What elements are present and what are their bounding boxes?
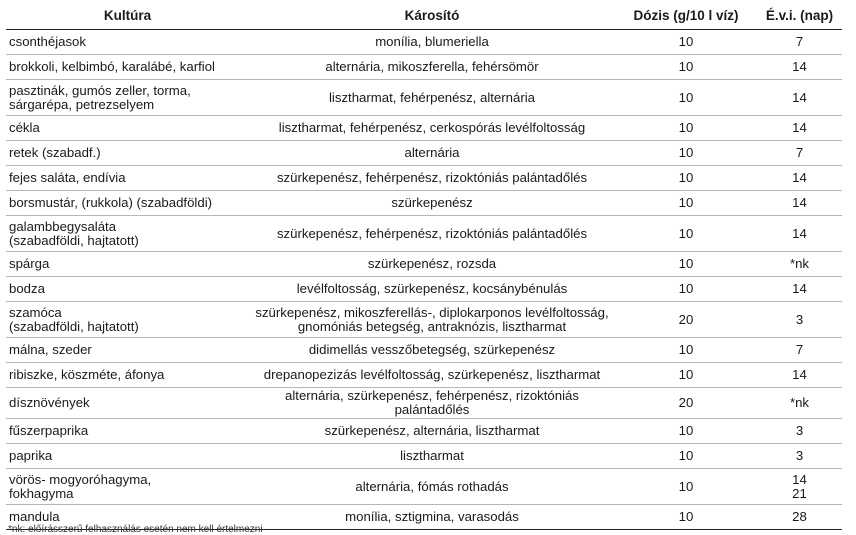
pest-cell: lisztharmat, fehérpenész, alternária: [249, 80, 615, 116]
pest-cell: alternária, fómás rothadás: [249, 469, 615, 505]
table-row: [6, 469, 842, 505]
crop-cell: cékla: [6, 116, 249, 141]
table-row: [6, 141, 842, 166]
pest-cell: szürkepenész, fehérpenész, rizoktóniás palántadőlés: [249, 166, 615, 191]
table-row: [6, 30, 842, 55]
header-row: [6, 2, 842, 30]
table-row: [6, 252, 842, 277]
pest-cell: monília, blumeriella: [249, 30, 615, 55]
dose-cell: 10: [615, 166, 757, 191]
crop-cell: málna, szeder: [6, 338, 249, 363]
waiting-period-cell: 14: [757, 216, 842, 252]
table-row: [6, 166, 842, 191]
waiting-period-cell: 7: [757, 30, 842, 55]
header-waiting-period: É.v.i. (nap): [757, 2, 842, 30]
crop-cell: brokkoli, kelbimbó, karalábé, karfiol: [6, 55, 249, 80]
waiting-period-cell: 14 21: [757, 469, 842, 505]
crop-cell: szamóca (szabadföldi, hajtatott): [6, 302, 249, 338]
dose-cell: 10: [615, 191, 757, 216]
pest-cell: monília, sztigmina, varasodás: [249, 505, 615, 530]
crop-cell: csonthéjasok: [6, 30, 249, 55]
waiting-period-cell: 7: [757, 141, 842, 166]
dose-cell: 10: [615, 505, 757, 530]
dose-cell: 20: [615, 388, 757, 419]
crop-cell: dísznövények: [6, 388, 249, 419]
dose-cell: 10: [615, 419, 757, 444]
pest-cell: levélfoltosság, szürkepenész, kocsánybénulás: [249, 277, 615, 302]
waiting-period-cell: 14: [757, 277, 842, 302]
table-row: [6, 338, 842, 363]
table-row: [6, 363, 842, 388]
table-row: [6, 55, 842, 80]
dose-cell: 10: [615, 363, 757, 388]
pest-cell: drepanopezizás levélfoltosság, szürkepenész, lisztharmat: [249, 363, 615, 388]
table-row: [6, 216, 842, 252]
pest-cell: szürkepenész, rozsda: [249, 252, 615, 277]
waiting-period-cell: 14: [757, 363, 842, 388]
table-row: [6, 302, 842, 338]
crop-cell: borsmustár, (rukkola) (szabadföldi): [6, 191, 249, 216]
pest-cell: alternária: [249, 141, 615, 166]
waiting-period-cell: 3: [757, 419, 842, 444]
pest-cell: szürkepenész, fehérpenész, rizoktóniás palántadőlés: [249, 216, 615, 252]
waiting-period-cell: 14: [757, 55, 842, 80]
crop-cell: vörös- mogyoróhagyma, fokhagyma: [6, 469, 249, 505]
header-dose: Dózis (g/10 l víz): [615, 2, 757, 30]
crop-cell: spárga: [6, 252, 249, 277]
waiting-period-cell: 28: [757, 505, 842, 530]
table-row: [6, 191, 842, 216]
waiting-period-cell: 14: [757, 166, 842, 191]
pest-cell: lisztharmat, fehérpenész, cerkospórás levélfoltosság: [249, 116, 615, 141]
dose-cell: 20: [615, 302, 757, 338]
waiting-period-cell: 3: [757, 444, 842, 469]
crop-cell: ribiszke, köszméte, áfonya: [6, 363, 249, 388]
dose-cell: 10: [615, 252, 757, 277]
dose-cell: 10: [615, 80, 757, 116]
waiting-period-cell: *nk: [757, 252, 842, 277]
crop-cell: galambbegysaláta (szabadföldi, hajtatott): [6, 216, 249, 252]
pesticide-table: [6, 2, 842, 530]
waiting-period-cell: 14: [757, 80, 842, 116]
footnote: *nk: előírásszerű felhasználás esetén nem kell értelmezni: [8, 524, 263, 535]
pest-cell: szürkepenész, alternária, lisztharmat: [249, 419, 615, 444]
table-row: [6, 444, 842, 469]
header-crop: Kultúra: [6, 2, 249, 30]
table-row: [6, 388, 842, 419]
table-body: [6, 30, 842, 530]
pest-cell: szürkepenész: [249, 191, 615, 216]
table-row: [6, 116, 842, 141]
waiting-period-cell: 7: [757, 338, 842, 363]
pest-cell: alternária, mikoszferella, fehérsömör: [249, 55, 615, 80]
crop-cell: retek (szabadf.): [6, 141, 249, 166]
crop-cell: paprika: [6, 444, 249, 469]
waiting-period-cell: 14: [757, 191, 842, 216]
pest-cell: didimellás vesszőbetegség, szürkepenész: [249, 338, 615, 363]
dose-cell: 10: [615, 55, 757, 80]
dose-cell: 10: [615, 141, 757, 166]
table-row: [6, 419, 842, 444]
dose-cell: 10: [615, 116, 757, 141]
waiting-period-cell: *nk: [757, 388, 842, 419]
crop-cell: mandula: [6, 505, 249, 530]
header-pest: Károsító: [249, 2, 615, 30]
table-row: [6, 80, 842, 116]
crop-cell: pasztinák, gumós zeller, torma, sárgarépa, petrezselyem: [6, 80, 249, 116]
pest-cell: alternária, szürkepenész, fehérpenész, rizoktóniás palántadőlés: [249, 388, 615, 419]
waiting-period-cell: 3: [757, 302, 842, 338]
dose-cell: 10: [615, 469, 757, 505]
dose-cell: 10: [615, 30, 757, 55]
table-row: [6, 277, 842, 302]
pest-cell: szürkepenész, mikoszferellás-, diplokarponos levélfoltosság, gnomóniás betegség, antraknózis, lisztharmat: [249, 302, 615, 338]
dose-cell: 10: [615, 277, 757, 302]
crop-cell: fejes saláta, endívia: [6, 166, 249, 191]
crop-cell: fűszerpaprika: [6, 419, 249, 444]
dose-cell: 10: [615, 444, 757, 469]
dose-cell: 10: [615, 338, 757, 363]
pest-cell: lisztharmat: [249, 444, 615, 469]
dose-cell: 10: [615, 216, 757, 252]
waiting-period-cell: 14: [757, 116, 842, 141]
crop-cell: bodza: [6, 277, 249, 302]
